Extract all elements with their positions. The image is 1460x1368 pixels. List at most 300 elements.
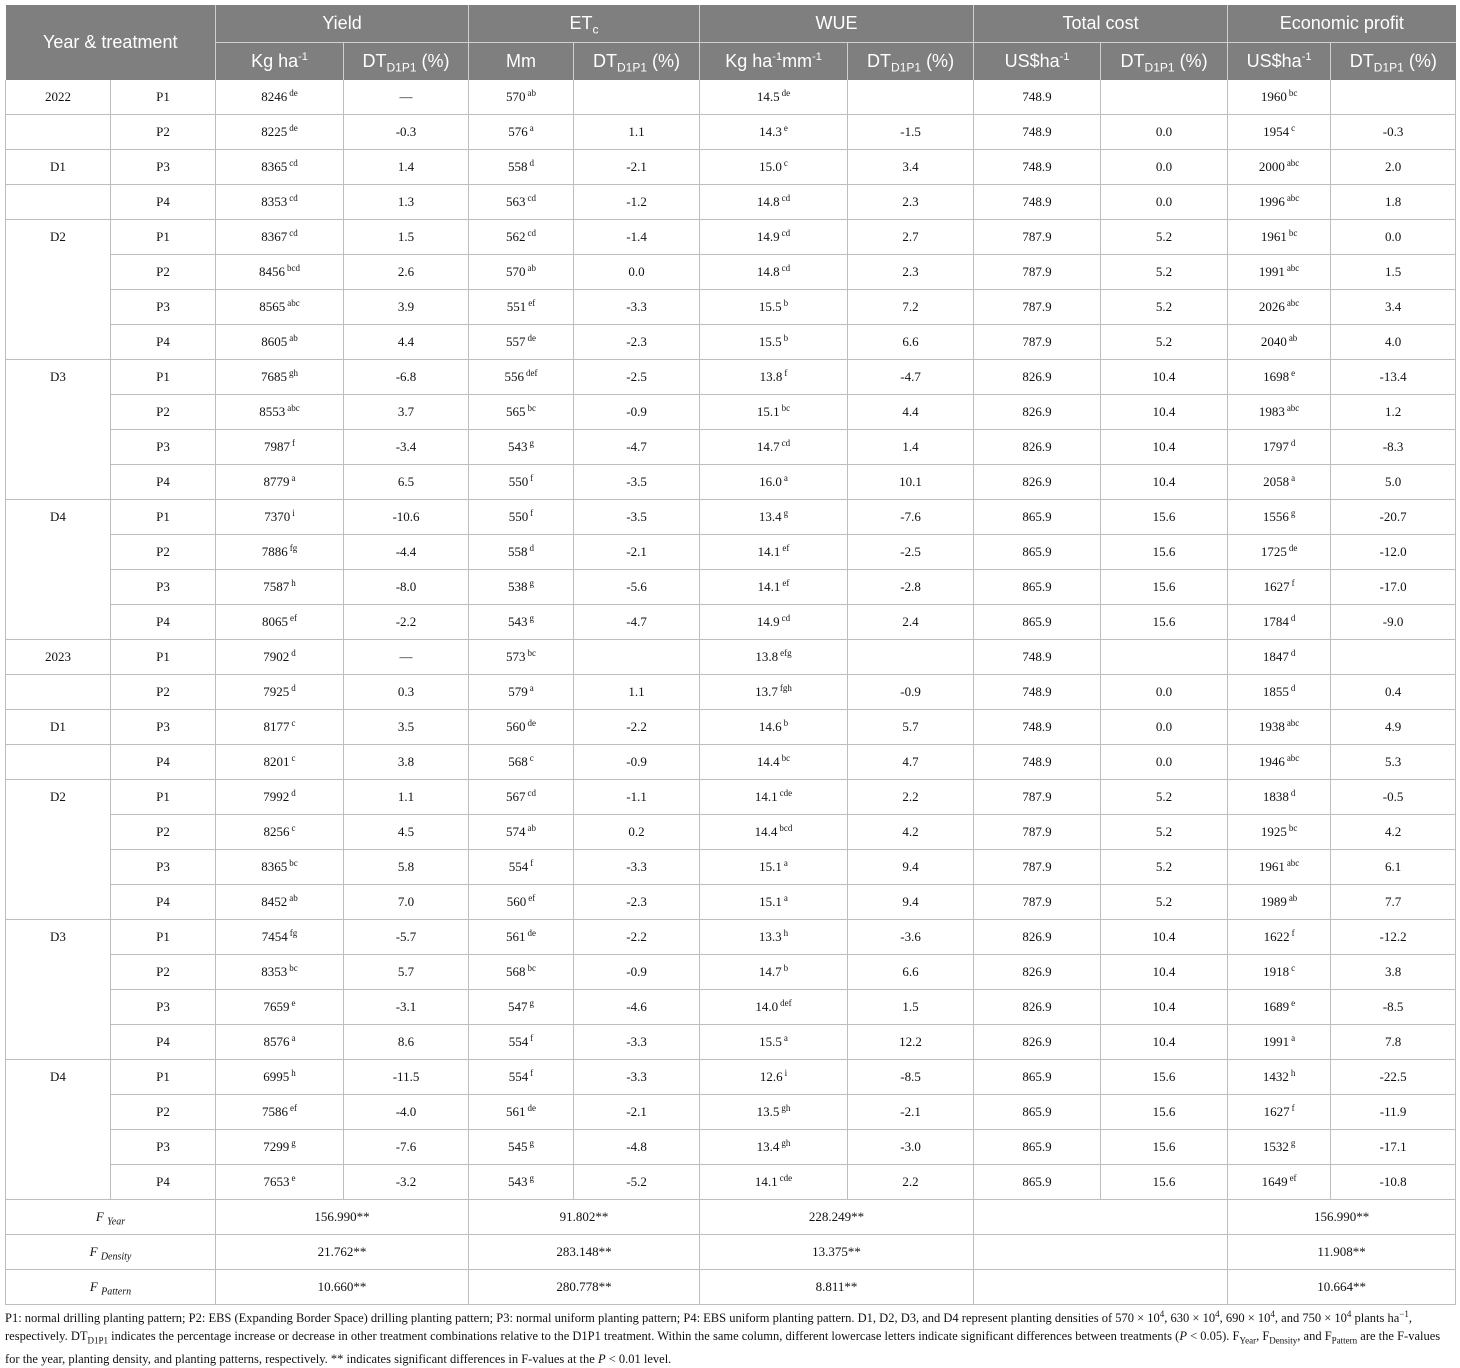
profit-cell-value: 1556: [1262, 509, 1289, 524]
profit-cell: [1228, 990, 1331, 1025]
etc-dt-cell: -4.7: [574, 605, 700, 640]
cost-dt-cell: [1101, 640, 1228, 675]
profit-cell: [1228, 150, 1331, 185]
significance-letter: bc: [781, 402, 791, 413]
yield-cell: [216, 640, 344, 675]
header-economic-profit: Economic profit: [1228, 5, 1456, 43]
yield-cell: [216, 815, 344, 850]
yield-cell: [216, 430, 344, 465]
profit-dt-cell: -0.5: [1331, 780, 1456, 815]
table-row: [6, 990, 1456, 1025]
profit-cell: [1228, 1060, 1331, 1095]
significance-letter: g: [1290, 507, 1296, 518]
cost-dt-cell: 5.2: [1101, 850, 1228, 885]
yield-cell-value: 8256: [263, 824, 290, 839]
cost-cell: 826.9: [974, 360, 1101, 395]
etc-dt-cell: -4.7: [574, 430, 700, 465]
etc-cell: [469, 990, 574, 1025]
etc-cell: [469, 1165, 574, 1200]
f-yield-cell: 10.660**: [216, 1270, 469, 1305]
f-value-label: F $_{Pattern}$: [6, 1270, 216, 1305]
yield-cell-value: 8065: [262, 614, 289, 629]
cost-dt-cell: 5.2: [1101, 815, 1228, 850]
etc-cell: [469, 80, 574, 115]
significance-letter: abc: [1286, 192, 1300, 203]
wue-cell-value: 14.1: [757, 579, 781, 594]
significance-letter: ef: [782, 577, 790, 588]
significance-letter: cd: [781, 227, 791, 238]
significance-letter: i: [292, 507, 295, 518]
yield-cell: [216, 395, 344, 430]
significance-letter: b: [783, 962, 789, 973]
header-wue: WUE: [700, 5, 974, 43]
wue-dt-cell: -2.1: [848, 1095, 974, 1130]
significance-letter: c: [291, 717, 296, 728]
etc-dt-cell: [574, 640, 700, 675]
wue-cell: [700, 675, 848, 710]
table-row: [6, 780, 1456, 815]
significance-letter: gh: [781, 1102, 791, 1113]
yield-dt-cell: 1.5: [344, 220, 469, 255]
etc-dt-cell: -0.9: [574, 955, 700, 990]
yield-cell: [216, 990, 344, 1025]
treatment-label: P1: [111, 220, 216, 255]
yield-dt-cell: -5.7: [344, 920, 469, 955]
profit-cell: [1228, 850, 1331, 885]
significance-letter: i: [784, 1067, 788, 1078]
table-row: [6, 220, 1456, 255]
subheader-wue-unit: Kg $ha^{-1}mm^{-1}$: [700, 43, 848, 81]
etc-cell-value: 556: [504, 369, 525, 384]
etc-dt-cell: 1.1: [574, 115, 700, 150]
yield-cell: [216, 605, 344, 640]
treatment-label: P4: [111, 325, 216, 360]
profit-cell: [1228, 255, 1331, 290]
wue-cell: [700, 605, 848, 640]
significance-letter: f: [530, 1032, 534, 1043]
cost-dt-cell: 0.0: [1101, 115, 1228, 150]
profit-cell-value: 1946: [1258, 754, 1285, 769]
significance-letter: bc: [527, 962, 537, 973]
etc-cell-value: 568: [506, 964, 526, 979]
significance-letter: de: [527, 717, 537, 728]
etc-cell-value: 579: [508, 684, 528, 699]
yield-cell: [216, 325, 344, 360]
subheader-yield-dt: $DT_{D1P1}$ (%): [344, 43, 469, 81]
wue-cell: [700, 290, 848, 325]
treatment-label: P2: [111, 115, 216, 150]
cost-dt-cell: 10.4: [1101, 1025, 1228, 1060]
table-body: [6, 80, 1456, 1305]
table-row: [6, 500, 1456, 535]
table-row: [6, 955, 1456, 990]
significance-letter: d: [1290, 647, 1296, 658]
table-row: [6, 115, 1456, 150]
yield-cell: [216, 675, 344, 710]
cost-dt-cell: 15.6: [1101, 605, 1228, 640]
f-etc-cell: 283.148**: [469, 1235, 700, 1270]
yield-cell: [216, 465, 344, 500]
cost-cell: 865.9: [974, 1095, 1101, 1130]
etc-cell: [469, 220, 574, 255]
wue-cell-value: 13.3: [758, 929, 782, 944]
table-row: [6, 1060, 1456, 1095]
significance-letter: g: [529, 577, 535, 588]
etc-cell: [469, 815, 574, 850]
profit-dt-cell: 5.0: [1331, 465, 1456, 500]
profit-dt-cell: -8.5: [1331, 990, 1456, 1025]
wue-cell-value: 14.8: [756, 194, 780, 209]
f-value-label-subscript: Density: [100, 1251, 132, 1263]
group-label: [6, 850, 111, 885]
profit-cell: [1228, 220, 1331, 255]
significance-letter: f: [1291, 577, 1295, 588]
profit-cell: [1228, 430, 1331, 465]
profit-cell: [1228, 185, 1331, 220]
profit-dt-cell: 6.1: [1331, 850, 1456, 885]
etc-cell-value: 568: [508, 754, 528, 769]
significance-letter: g: [529, 1172, 535, 1183]
header-yield: Yield: [216, 5, 469, 43]
yield-dt-cell: —: [344, 80, 469, 115]
profit-cell: [1228, 955, 1331, 990]
treatment-label: P2: [111, 535, 216, 570]
header-etc: $ET_c$: [469, 5, 700, 43]
wue-cell: [700, 815, 848, 850]
profit-dt-cell: 1.8: [1331, 185, 1456, 220]
cost-dt-cell: 5.2: [1101, 325, 1228, 360]
etc-cell-value: 561: [506, 1104, 526, 1119]
etc-cell: [469, 1095, 574, 1130]
wue-dt-cell: -0.9: [848, 675, 974, 710]
treatment-label: P2: [111, 815, 216, 850]
f-wue-cell: 8.811**: [700, 1270, 974, 1305]
treatment-label: P1: [111, 80, 216, 115]
significance-letter: g: [529, 997, 535, 1008]
etc-cell-value: 554: [508, 859, 529, 874]
yield-cell-value: 8553: [259, 404, 286, 419]
yield-cell-value: 7659: [263, 999, 290, 1014]
wue-cell: [700, 115, 848, 150]
group-label: [6, 885, 111, 920]
wue-dt-cell: 10.1: [848, 465, 974, 500]
significance-letter: f: [530, 472, 534, 483]
yield-cell-value: 7299: [263, 1139, 290, 1154]
yield-cell: [216, 1025, 344, 1060]
yield-cell: [216, 290, 344, 325]
treatment-label: P1: [111, 780, 216, 815]
etc-cell: [469, 605, 574, 640]
table-row: [6, 815, 1456, 850]
wue-cell: [700, 1130, 848, 1165]
cost-cell: 826.9: [974, 1025, 1101, 1060]
treatment-label: P3: [111, 570, 216, 605]
significance-letter: a: [783, 857, 788, 868]
subheader-cost-unit: $US\$ha^{-1}$: [974, 43, 1101, 81]
cost-dt-cell: 0.0: [1101, 745, 1228, 780]
significance-letter: abc: [1286, 262, 1300, 273]
table-row: [6, 430, 1456, 465]
etc-dt-cell: -5.6: [574, 570, 700, 605]
etc-cell: [469, 500, 574, 535]
yield-dt-cell: 0.3: [344, 675, 469, 710]
wue-cell: [700, 255, 848, 290]
yield-cell-value: 7653: [263, 1174, 290, 1189]
significance-letter: cd: [781, 192, 791, 203]
wue-cell-value: 14.1: [754, 1174, 778, 1189]
etc-cell-value: 563: [506, 194, 526, 209]
yield-dt-cell: -0.3: [344, 115, 469, 150]
significance-letter: cd: [289, 192, 298, 203]
cost-dt-cell: 15.6: [1101, 500, 1228, 535]
table-row: [6, 1165, 1456, 1200]
significance-letter: de: [527, 927, 537, 938]
wue-dt-cell: 4.2: [848, 815, 974, 850]
table-row: [6, 570, 1456, 605]
wue-cell: [700, 360, 848, 395]
significance-letter: f: [1291, 1102, 1295, 1113]
yield-dt-cell: 1.4: [344, 150, 469, 185]
profit-cell-value: 1954: [1263, 124, 1290, 139]
significance-letter: h: [1290, 1067, 1296, 1078]
cost-cell: 748.9: [974, 675, 1101, 710]
etc-cell: [469, 710, 574, 745]
etc-cell-value: 543: [508, 439, 528, 454]
wue-dt-cell: -7.6: [848, 500, 974, 535]
cost-dt-cell: 10.4: [1101, 360, 1228, 395]
etc-dt-cell: 0.2: [574, 815, 700, 850]
profit-cell-value: 1847: [1262, 649, 1289, 664]
etc-cell: [469, 395, 574, 430]
table-row: [6, 1025, 1456, 1060]
etc-dt-cell: -0.9: [574, 745, 700, 780]
profit-cell: [1228, 395, 1331, 430]
yield-cell: [216, 500, 344, 535]
group-label: [6, 1095, 111, 1130]
treatment-label: P4: [111, 1025, 216, 1060]
profit-cell-value: 1784: [1262, 614, 1289, 629]
f-value-label: F $_{Year}$: [6, 1200, 216, 1235]
treatment-label: P1: [111, 640, 216, 675]
table-row: [6, 605, 1456, 640]
yield-cell-value: 8246: [261, 89, 288, 104]
profit-cell-value: 2000: [1258, 159, 1285, 174]
wue-dt-cell: -8.5: [848, 1060, 974, 1095]
yield-dt-cell: -4.0: [344, 1095, 469, 1130]
wue-cell-value: 15.5: [758, 334, 782, 349]
wue-cell-value: 15.5: [758, 299, 782, 314]
group-label: D3: [6, 360, 111, 395]
cost-cell: 787.9: [974, 850, 1101, 885]
yield-dt-cell: -2.2: [344, 605, 469, 640]
f-yield-cell: 156.990**: [216, 1200, 469, 1235]
significance-letter: e: [291, 1172, 296, 1183]
cost-dt-cell: 15.6: [1101, 1095, 1228, 1130]
cost-cell: 787.9: [974, 255, 1101, 290]
etc-dt-cell: -2.2: [574, 710, 700, 745]
significance-letter: bc: [1288, 87, 1298, 98]
yield-dt-cell: 3.5: [344, 710, 469, 745]
yield-cell: [216, 360, 344, 395]
group-label: [6, 395, 111, 430]
yield-cell: [216, 1165, 344, 1200]
profit-cell-value: 1983: [1258, 404, 1285, 419]
cost-cell: 787.9: [974, 290, 1101, 325]
significance-letter: d: [291, 787, 296, 798]
f-profit-cell: 11.908**: [1228, 1235, 1456, 1270]
wue-cell-value: 15.1: [756, 404, 780, 419]
yield-dt-cell: 3.7: [344, 395, 469, 430]
data-table: [5, 5, 1456, 1305]
significance-letter: ef: [1289, 1172, 1297, 1183]
wue-dt-cell: 3.4: [848, 150, 974, 185]
yield-cell-value: 8353: [261, 194, 288, 209]
profit-cell: [1228, 1095, 1331, 1130]
wue-cell-value: 14.7: [756, 439, 780, 454]
group-label: [6, 185, 111, 220]
cost-dt-cell: 0.0: [1101, 675, 1228, 710]
yield-cell-value: 8225: [261, 124, 288, 139]
wue-cell: [700, 955, 848, 990]
significance-letter: h: [291, 577, 296, 588]
f-value-row: [6, 1235, 1456, 1270]
etc-cell: [469, 570, 574, 605]
profit-cell-value: 1925: [1260, 824, 1287, 839]
etc-cell-value: 545: [508, 1139, 528, 1154]
profit-cell-value: 1961: [1260, 229, 1287, 244]
wue-dt-cell: 2.2: [848, 780, 974, 815]
yield-dt-cell: 5.8: [344, 850, 469, 885]
wue-dt-cell: 4.7: [848, 745, 974, 780]
etc-cell: [469, 360, 574, 395]
wue-dt-cell: 2.2: [848, 1165, 974, 1200]
significance-letter: abc: [1286, 857, 1300, 868]
significance-letter: bc: [527, 647, 537, 658]
etc-dt-cell: -3.3: [574, 290, 700, 325]
cost-cell: 826.9: [974, 920, 1101, 955]
significance-letter: g: [291, 1137, 296, 1148]
significance-letter: de: [527, 1102, 537, 1113]
header-year-treatment: Year & treatment: [6, 5, 216, 80]
yield-dt-cell: 1.3: [344, 185, 469, 220]
wue-cell: [700, 1165, 848, 1200]
profit-cell: [1228, 465, 1331, 500]
wue-cell-value: 15.1: [759, 894, 782, 909]
profit-dt-cell: -17.0: [1331, 570, 1456, 605]
table-row: [6, 255, 1456, 290]
profit-cell: [1228, 815, 1331, 850]
wue-dt-cell: -3.6: [848, 920, 974, 955]
wue-dt-cell: 2.3: [848, 185, 974, 220]
significance-letter: de: [1288, 542, 1298, 553]
etc-dt-cell: -2.3: [574, 325, 700, 360]
profit-dt-cell: 4.0: [1331, 325, 1456, 360]
header-total-cost: Total cost: [974, 5, 1228, 43]
significance-letter: bcd: [287, 262, 301, 273]
table-row: [6, 80, 1456, 115]
cost-dt-cell: 10.4: [1101, 430, 1228, 465]
significance-letter: gh: [781, 1137, 791, 1148]
significance-letter: def: [526, 367, 538, 378]
significance-letter: de: [289, 122, 298, 133]
treatment-label: P4: [111, 885, 216, 920]
profit-cell: [1228, 1025, 1331, 1060]
etc-cell: [469, 920, 574, 955]
significance-letter: d: [291, 682, 296, 693]
wue-dt-cell: 2.3: [848, 255, 974, 290]
cost-dt-cell: 5.2: [1101, 290, 1228, 325]
wue-cell: [700, 1095, 848, 1130]
profit-cell: [1228, 780, 1331, 815]
etc-cell: [469, 955, 574, 990]
profit-cell-value: 1627: [1263, 579, 1290, 594]
etc-cell-value: 538: [508, 579, 528, 594]
etc-dt-cell: -2.1: [574, 535, 700, 570]
f-cost-cell: [974, 1235, 1228, 1270]
cost-cell: 787.9: [974, 780, 1101, 815]
treatment-label: P4: [111, 605, 216, 640]
profit-cell-value: 1918: [1263, 964, 1290, 979]
f-cost-cell: [974, 1270, 1228, 1305]
wue-cell-value: 14.9: [756, 614, 780, 629]
yield-dt-cell: -7.6: [344, 1130, 469, 1165]
significance-letter: a: [291, 1032, 296, 1043]
significance-letter: ab: [1288, 892, 1298, 903]
significance-letter: bc: [1288, 822, 1298, 833]
etc-dt-cell: -1.2: [574, 185, 700, 220]
significance-letter: ef: [290, 1102, 298, 1113]
wue-cell: [700, 80, 848, 115]
yield-cell: [216, 850, 344, 885]
significance-letter: abc: [1286, 402, 1300, 413]
significance-letter: de: [527, 332, 537, 343]
wue-dt-cell: -2.8: [848, 570, 974, 605]
etc-cell: [469, 150, 574, 185]
significance-letter: bc: [527, 402, 537, 413]
yield-cell-value: 7925: [263, 684, 290, 699]
yield-cell-value: 8365: [261, 159, 288, 174]
wue-dt-cell: 9.4: [848, 850, 974, 885]
treatment-label: P3: [111, 1130, 216, 1165]
profit-dt-cell: [1331, 80, 1456, 115]
f-value-label-subscript: Year: [107, 1216, 126, 1228]
subheader-etc-unit: Mm: [469, 43, 574, 81]
wue-cell-value: 13.7: [755, 684, 778, 699]
group-label: D3: [6, 920, 111, 955]
yield-cell: [216, 710, 344, 745]
wue-cell: [700, 150, 848, 185]
etc-cell-value: 574: [506, 824, 526, 839]
etc-cell: [469, 430, 574, 465]
yield-cell: [216, 570, 344, 605]
etc-cell: [469, 1060, 574, 1095]
yield-cell: [216, 1130, 344, 1165]
profit-dt-cell: -9.0: [1331, 605, 1456, 640]
cost-dt-cell: 10.4: [1101, 920, 1228, 955]
etc-cell-value: 558: [508, 159, 528, 174]
etc-dt-cell: 1.1: [574, 675, 700, 710]
cost-dt-cell: 10.4: [1101, 395, 1228, 430]
f-wue-cell: 13.375**: [700, 1235, 974, 1270]
wue-cell: [700, 395, 848, 430]
significance-letter: abc: [1286, 157, 1300, 168]
treatment-label: P2: [111, 1095, 216, 1130]
significance-letter: e: [291, 997, 296, 1008]
wue-cell-value: 14.5: [756, 89, 780, 104]
wue-cell: [700, 640, 848, 675]
etc-dt-cell: [574, 80, 700, 115]
profit-cell-value: 1432: [1262, 1069, 1289, 1084]
